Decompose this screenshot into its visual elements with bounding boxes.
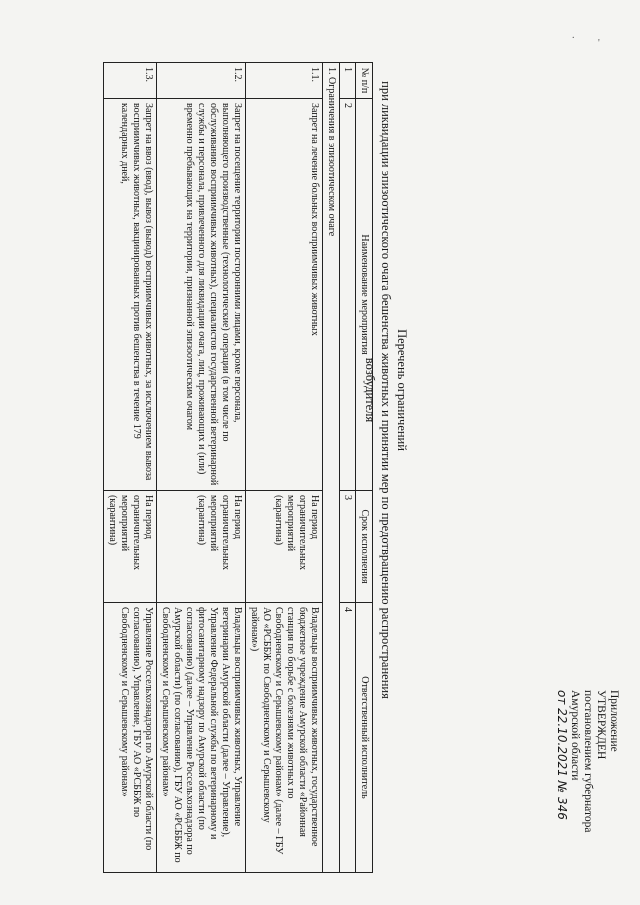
row-responsible: Владельцы восприимчивых животных, Управление ветеринарии Амурской области (далее – Управление), Управление Федеральной службы по ветеринарному и фитосанитарному надзору по Амурской области (по согласованию) (далее – Управление Россельхознадзора по Амурской области) (по согласованию), ГБУ АО «РСББЖ по Свободненскому и Серышевскому районам» [157, 603, 246, 873]
column-number: 4 [340, 603, 356, 873]
header-term: Срок исполнения [356, 491, 373, 603]
title-line-2: при ликвидации эпизоотического очага бешенства животных и принятии мер по предотвращению распространения возбудителя [363, 81, 393, 699]
row-term: На период ограничительных мероприятий (карантина) [246, 491, 323, 603]
table-row [246, 63, 323, 873]
row-term: На период ограничительных мероприятий (карантина) [157, 491, 246, 603]
header-responsible: Ответственный исполнитель [356, 603, 373, 873]
row-num: 1.1. [246, 63, 323, 99]
restrictions-table [103, 62, 373, 873]
column-number: 2 [340, 99, 356, 491]
approval-line: постановлением губернатора [582, 690, 594, 833]
column-number: 1 [340, 63, 356, 99]
row-responsible: Управление Россельхознадзора по Амурской области (по согласованию), Управление, ГБУ АО «РСББЖ по Свободненскому и Серышевскому районам» [104, 603, 157, 873]
header-num: № п/п [356, 63, 373, 99]
row-name: Запрет на лечение больных восприимчивых животных [246, 99, 323, 491]
section-row [323, 63, 340, 873]
row-name: Запрет на посещение территории посторонними лицами, кроме персонала, выполняющего производственные (технологические) операции (в том числе по обслуживанию восприимчивых животных), специалистов государственной ветеринарной службы и персонала, привлеченного для ликвидации очага, лиц, проживающих и (или) временно пребывающих на территории, признанной эпизоотическим очагом [157, 99, 246, 491]
column-number-row [340, 63, 356, 873]
table-row [104, 63, 157, 873]
approval-heading: Приложение [608, 690, 620, 752]
scan-speck: . [572, 30, 575, 41]
section-title: 1. Ограничения в эпизоотическом очаге [323, 63, 340, 873]
table-header-row [356, 63, 373, 873]
row-term: На период ограничительных мероприятий (карантина) [104, 491, 157, 603]
approval-block [555, 690, 620, 890]
approval-line: Амурской области [569, 690, 581, 781]
table-row [157, 63, 246, 873]
row-responsible: Владельцы восприимчивых животных, государственное бюджетное учреждение Амурской области «Районная станция по борьбе с болезнями животных по Свободненскому и Серышевскому районам» (далее – ГБУ АО «РСББЖ по Свободненскому и Серышевскому районам») [246, 603, 323, 873]
approval-date-line: от 22.10.2021 № 346 [555, 690, 569, 820]
scan-speck: ' [598, 38, 600, 49]
approval-status: УТВЕРЖДЕН [595, 690, 607, 760]
header-name: Наименование мероприятия [356, 99, 373, 491]
row-num: 1.3. [104, 63, 157, 99]
row-num: 1.2. [157, 63, 246, 99]
row-name: Запрет на ввоз (ввод), вывоз (вывод) восприимчивых животных, за исключением вывоза восприимчивых животных, вакцинированных против бешенства в течение 179 календарных дней, [104, 99, 157, 491]
title-line-1: Перечень ограничений [395, 329, 409, 451]
column-number: 3 [340, 491, 356, 603]
